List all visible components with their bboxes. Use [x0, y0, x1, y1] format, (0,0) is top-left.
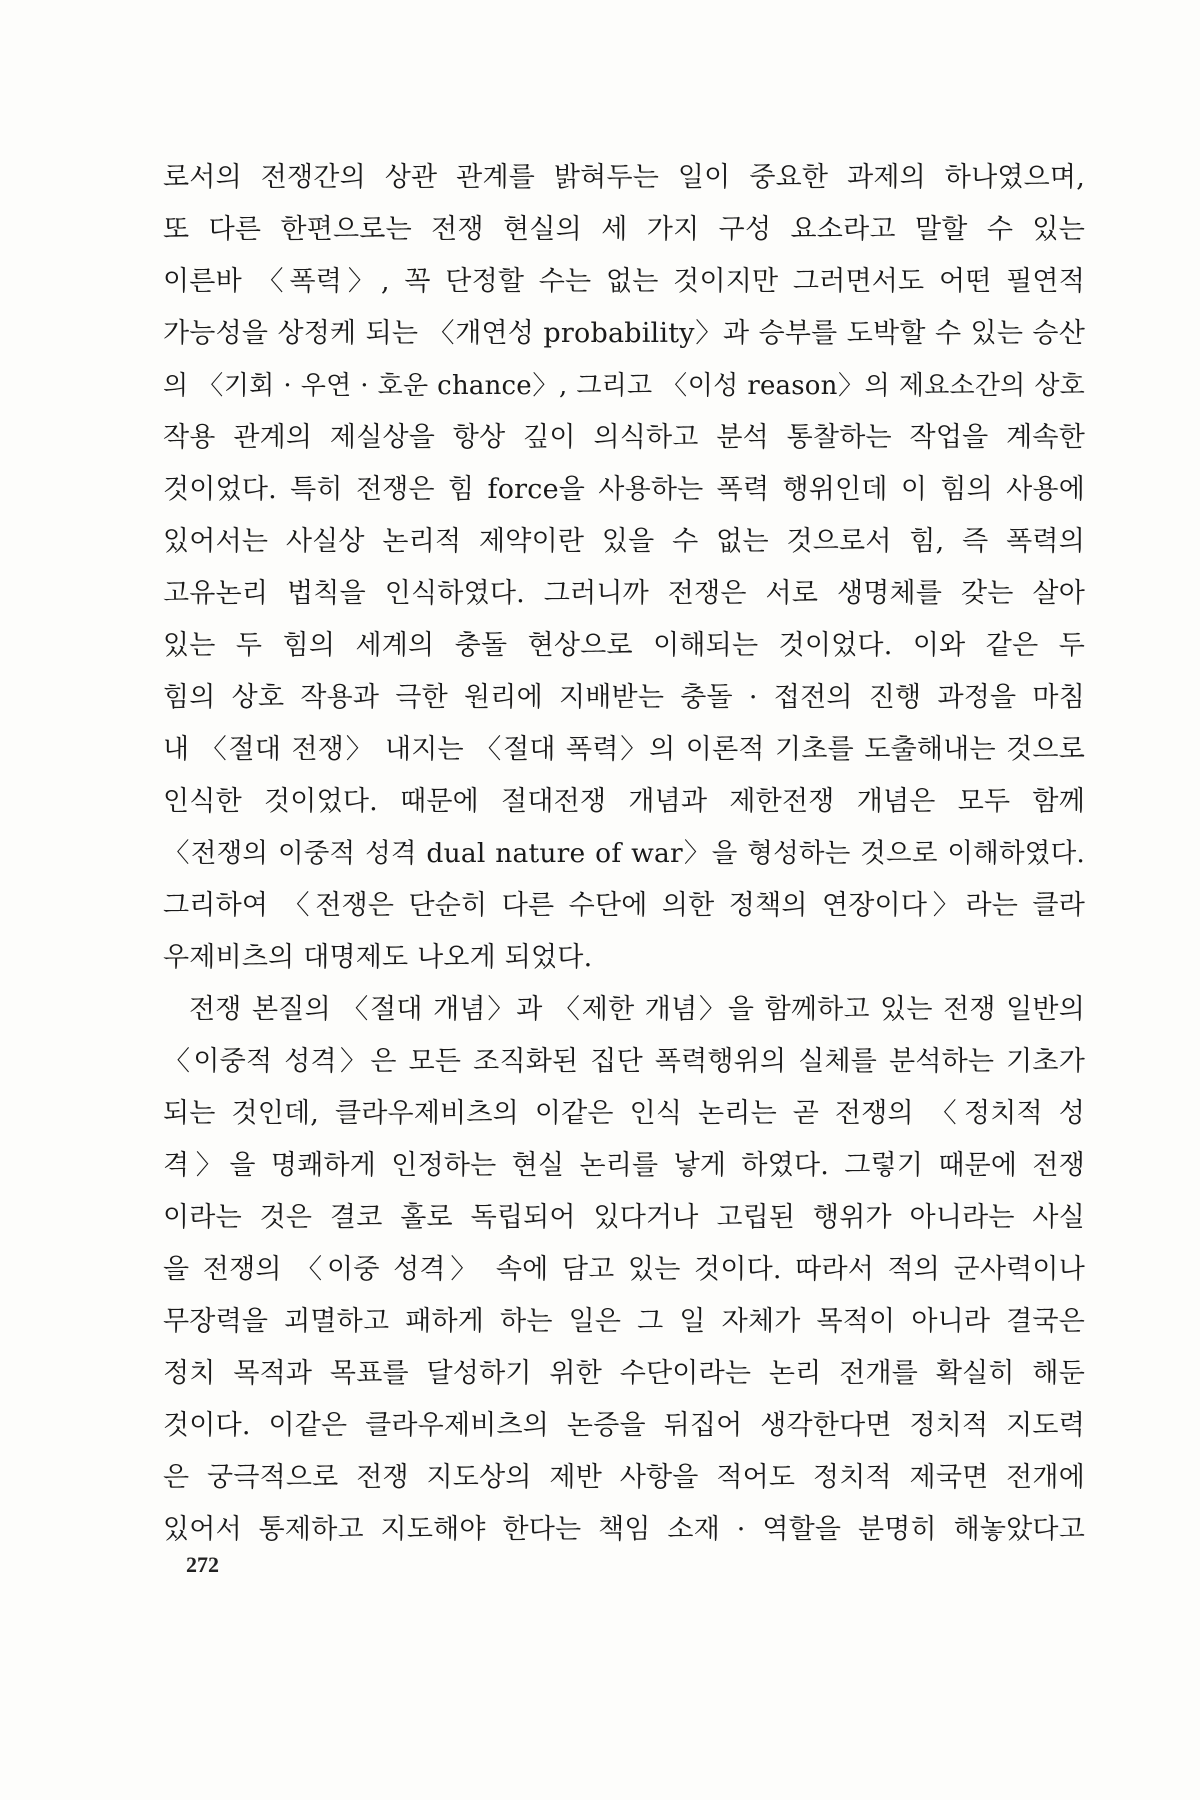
- text-line: 이른바 〈폭력〉, 꼭 단정할 수는 없는 것이지만 그러면서도 어떤 필연적: [163, 266, 1085, 297]
- text-line: 되는 것인데, 클라우제비츠의 이같은 인식 논리는 곧 전쟁의 〈정치적 성: [163, 1098, 1085, 1129]
- text-line: 〈전쟁의 이중적 성격 dual nature of war〉을 형성하는 것으로 이해하였다.: [163, 838, 1085, 869]
- text-line: 을 전쟁의 〈이중 성격〉 속에 담고 있는 것이다. 따라서 적의 군사력이나: [163, 1254, 1085, 1285]
- text-line: 고유논리 법칙을 인식하였다. 그러니까 전쟁은 서로 생명체를 갖는 살아: [163, 578, 1085, 609]
- text-line: 있어서는 사실상 논리적 제약이란 있을 수 없는 것으로서 힘, 즉 폭력의: [163, 526, 1085, 557]
- text-line: 내 〈절대 전쟁〉 내지는 〈절대 폭력〉의 이론적 기초를 도출해내는 것으로: [163, 734, 1085, 765]
- text-line: 또 다른 한편으로는 전쟁 현실의 세 가지 구성 요소라고 말할 수 있는: [163, 214, 1085, 245]
- text-line: 그리하여 〈전쟁은 단순히 다른 수단에 의한 정책의 연장이다〉라는 클라: [163, 890, 1085, 921]
- text-line: 가능성을 상정케 되는 〈개연성 probability〉과 승부를 도박할 수 있는 승산: [163, 318, 1085, 349]
- paragraph-2: [163, 984, 1085, 1556]
- text-line: 인식한 것이었다. 때문에 절대전쟁 개념과 제한전쟁 개념은 모두 함께: [163, 786, 1085, 817]
- text-line: 것이었다. 특히 전쟁은 힘 force을 사용하는 폭력 행위인데 이 힘의 사용에: [163, 474, 1085, 505]
- text-line: 우제비츠의 대명제도 나오게 되었다.: [163, 942, 593, 973]
- body-text: [163, 152, 1085, 1556]
- paragraph-1: [163, 152, 1085, 984]
- text-line: 있어서 통제하고 지도해야 한다는 책임 소재 · 역할을 분명히 해놓았다고: [163, 1514, 1085, 1545]
- text-line: 힘의 상호 작용과 극한 원리에 지배받는 충돌 · 접전의 진행 과정을 마침: [163, 682, 1085, 713]
- text-line: 것이다. 이같은 클라우제비츠의 논증을 뒤집어 생각한다면 정치적 지도력: [163, 1410, 1085, 1441]
- text-line: 전쟁 본질의 〈절대 개념〉과 〈제한 개념〉을 함께하고 있는 전쟁 일반의: [189, 994, 1085, 1025]
- text-line: 의 〈기회 · 우연 · 호운 chance〉, 그리고 〈이성 reason〉의 제요소간의 상호: [163, 371, 1085, 401]
- text-line: 격〉을 명쾌하게 인정하는 현실 논리를 낳게 하였다. 그렇기 때문에 전쟁: [163, 1150, 1085, 1181]
- text-line: 은 궁극적으로 전쟁 지도상의 제반 사항을 적어도 정치적 제국면 전개에: [163, 1462, 1085, 1493]
- text-line: 로서의 전쟁간의 상관 관계를 밝혀두는 일이 중요한 과제의 하나였으며,: [163, 162, 1085, 193]
- text-line: 무장력을 괴멸하고 패하게 하는 일은 그 일 자체가 목적이 아니라 결국은: [163, 1306, 1085, 1337]
- text-line: 작용 관계의 제실상을 항상 깊이 의식하고 분석 통찰하는 작업을 계속한: [163, 422, 1085, 453]
- page-number: 272: [186, 1552, 219, 1577]
- text-line: 〈이중적 성격〉은 모든 조직화된 집단 폭력행위의 실체를 분석하는 기초가: [163, 1046, 1085, 1077]
- text-line: 있는 두 힘의 세계의 충돌 현상으로 이해되는 것이었다. 이와 같은 두: [163, 630, 1085, 661]
- text-line: 이라는 것은 결코 홀로 독립되어 있다거나 고립된 행위가 아니라는 사실: [163, 1202, 1085, 1233]
- text-line: 정치 목적과 목표를 달성하기 위한 수단이라는 논리 전개를 확실히 해둔: [163, 1358, 1085, 1389]
